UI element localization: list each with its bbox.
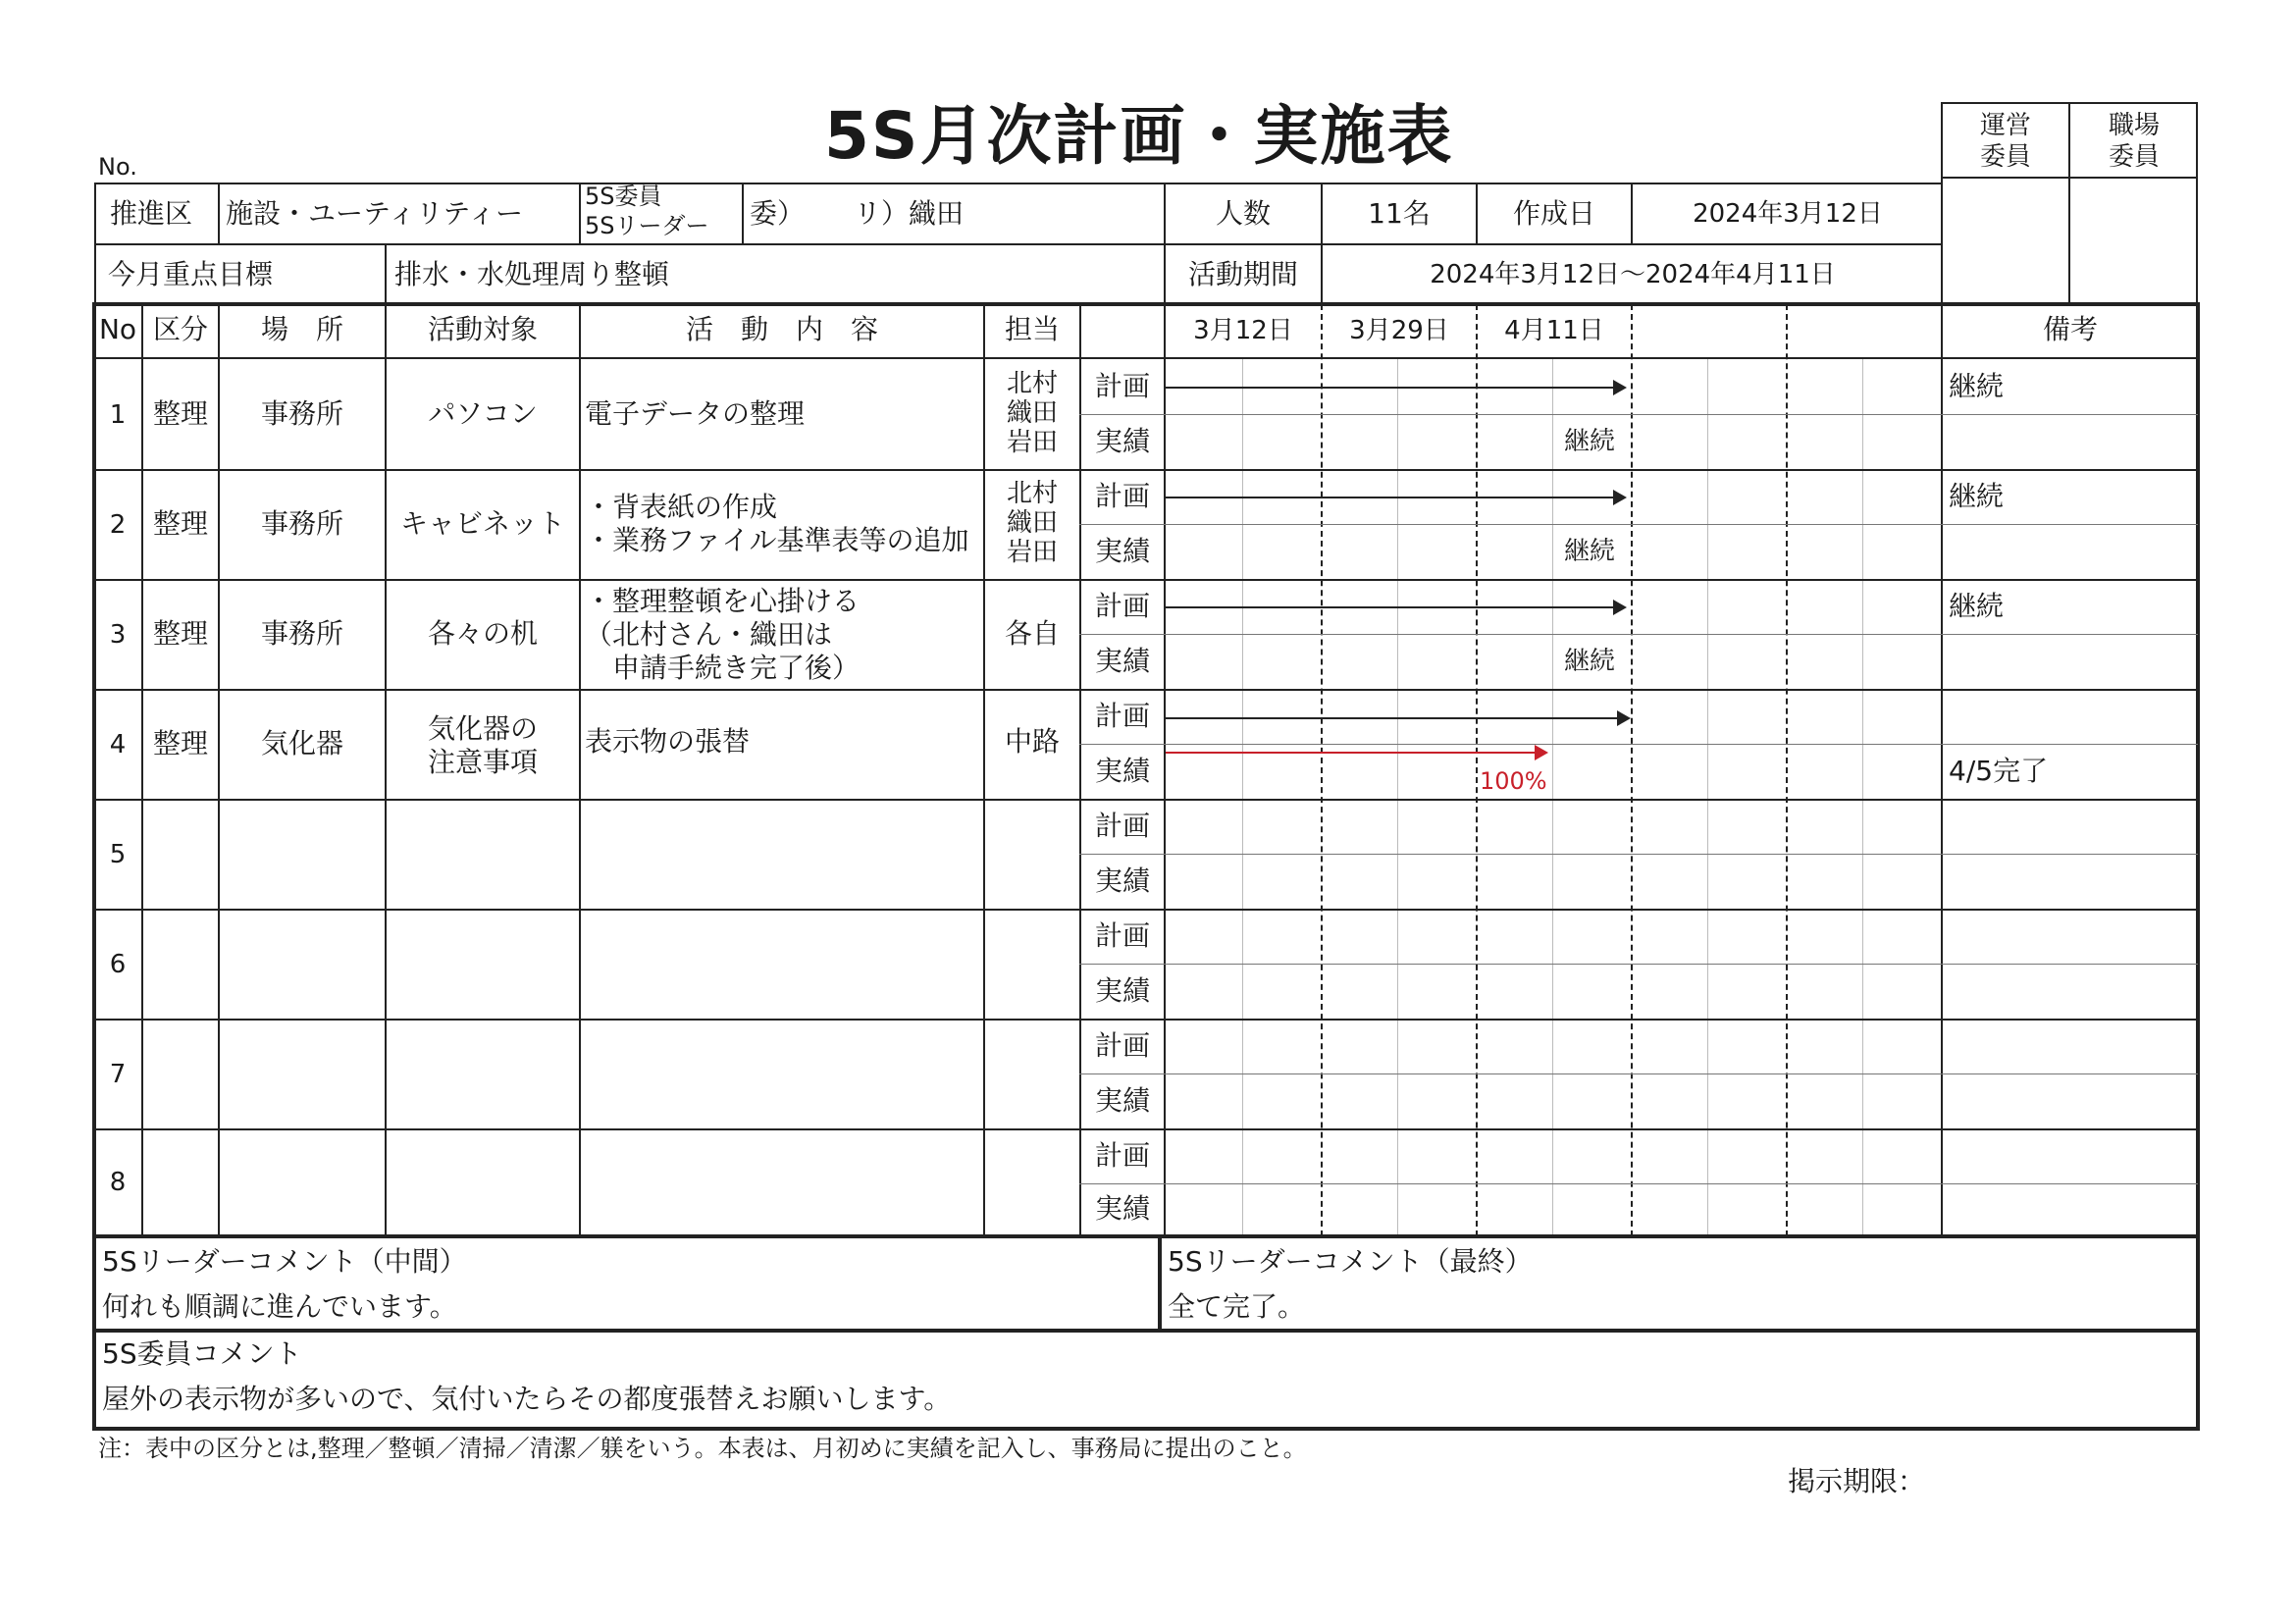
col-header-date-3: 4月11日 — [1504, 316, 1604, 345]
row-8-no: 8 — [109, 1168, 127, 1197]
leader-comment-final-text: 全て完了。 — [1168, 1290, 1306, 1323]
leader-comment-mid-text: 何れも順調に進んでいます。 — [102, 1290, 457, 1323]
col-header-category: 区分 — [152, 313, 208, 345]
row-2-actual-note: 継続 — [1564, 537, 1616, 566]
row-3-actual-note: 継続 — [1564, 647, 1616, 676]
row-3-no: 3 — [109, 620, 127, 650]
row-2-person: 北村 織田 岩田 — [1006, 479, 1058, 567]
row-3-category: 整理 — [152, 617, 208, 650]
col-header-target: 活動対象 — [427, 313, 538, 345]
row-2-no: 2 — [109, 510, 127, 540]
col-header-person: 担当 — [1004, 313, 1060, 345]
footnote: 注：表中の区分とは,整理／整頓／清掃／清潔／躾をいう。本表は、月初めに実績を記入し、事務局に提出のこと。 — [98, 1435, 1307, 1462]
monthly-goal-label: 今月重点目標 — [108, 258, 274, 290]
row-6-plan-label: 計画 — [1094, 919, 1150, 952]
document-title: 5S月次計画・実施表 — [824, 98, 1454, 174]
row-2-plan-arrow — [1166, 497, 1623, 498]
row-3-place: 事務所 — [260, 617, 343, 650]
row-1-content: 電子データの整理 — [585, 397, 806, 430]
created-date-value: 2024年3月12日 — [1693, 199, 1883, 229]
row-3-target: 各々の机 — [427, 617, 538, 650]
col-header-date-2: 3月29日 — [1349, 316, 1449, 345]
activity-period-value: 2024年3月12日～2024年4月11日 — [1430, 260, 1836, 289]
row-4-content: 表示物の張替 — [585, 725, 751, 758]
row-4-person: 中路 — [1004, 725, 1060, 758]
row-3-actual-label: 実績 — [1094, 645, 1150, 677]
row-4-target: 気化器の 注意事項 — [427, 712, 538, 778]
row-3-plan-arrow — [1166, 606, 1623, 608]
row-5-no: 5 — [109, 840, 127, 869]
row-7-no: 7 — [109, 1060, 127, 1089]
row-3-content: ・整理整頓を心掛ける （北村さん・織田は 申請手続き完了後） — [585, 585, 861, 684]
col-header-no: No — [98, 313, 137, 345]
committee-comment-text: 屋外の表示物が多いので、気付いたらその都度張替えお願いします。 — [102, 1383, 952, 1415]
leader-role-label: 5Sリーダー — [585, 212, 709, 239]
leader-name-value: リ）織田 — [854, 197, 965, 230]
posting-deadline-label: 掲示期限： — [1788, 1465, 1926, 1497]
members-count: 11名 — [1368, 197, 1431, 230]
col-header-date-1: 3月12日 — [1193, 316, 1293, 345]
committee-role-label: 5S委員 — [585, 183, 662, 210]
row-6-no: 6 — [109, 950, 127, 979]
row-4-plan-arrow — [1166, 717, 1627, 719]
row-2-category: 整理 — [152, 507, 208, 540]
row-2-actual-label: 実績 — [1094, 535, 1150, 567]
leader-comment-mid-label: 5Sリーダーコメント（中間） — [102, 1245, 467, 1278]
row-5-plan-label: 計画 — [1094, 810, 1150, 842]
leader-comment-final-label: 5Sリーダーコメント（最終） — [1168, 1245, 1533, 1278]
row-6-actual-label: 実績 — [1094, 974, 1150, 1007]
row-4-remark: 4/5完了 — [1949, 755, 2049, 787]
row-2-remark: 継続 — [1949, 480, 2005, 512]
row-5-actual-label: 実績 — [1094, 864, 1150, 897]
col-header-content: 活 動 内 容 — [685, 313, 878, 345]
row-8-plan-label: 計画 — [1094, 1139, 1150, 1172]
row-1-remark: 継続 — [1949, 370, 2005, 402]
area-label: 推進区 — [110, 197, 193, 230]
row-1-no: 1 — [109, 400, 127, 430]
row-2-plan-label: 計画 — [1094, 480, 1150, 512]
col-header-remarks: 備考 — [2042, 313, 2098, 345]
row-1-target: パソコン — [428, 397, 538, 430]
row-7-actual-label: 実績 — [1094, 1084, 1150, 1117]
committee-comment-label: 5S委員コメント — [102, 1337, 302, 1370]
row-4-actual-percent: 100% — [1480, 767, 1547, 795]
row-3-plan-label: 計画 — [1094, 590, 1150, 622]
members-label: 人数 — [1215, 197, 1271, 230]
row-2-place: 事務所 — [260, 507, 343, 540]
monthly-goal-value: 排水・水処理周り整頓 — [394, 258, 670, 290]
row-8-actual-label: 実績 — [1094, 1192, 1150, 1225]
document-number-label: No. — [98, 153, 137, 181]
approval-workplace-committee: 職場 委員 — [2108, 111, 2160, 172]
row-4-plan-label: 計画 — [1094, 700, 1150, 732]
row-1-actual-note: 継続 — [1564, 427, 1616, 456]
row-1-plan-label: 計画 — [1094, 370, 1150, 402]
row-4-place: 気化器 — [260, 727, 343, 759]
row-3-person: 各自 — [1004, 617, 1060, 650]
activity-period-label: 活動期間 — [1187, 258, 1298, 290]
row-4-actual-progress-arrow — [1166, 752, 1544, 754]
col-header-place: 場 所 — [260, 313, 343, 345]
row-1-plan-arrow — [1166, 387, 1623, 389]
row-4-actual-label: 実績 — [1094, 755, 1150, 787]
created-date-label: 作成日 — [1512, 197, 1595, 230]
row-4-category: 整理 — [152, 727, 208, 759]
row-7-plan-label: 計画 — [1094, 1029, 1150, 1062]
area-value: 施設・ユーティリティー — [226, 197, 523, 230]
row-1-place: 事務所 — [260, 397, 343, 430]
row-2-content: ・背表紙の作成 ・業務ファイル基準表等の追加 — [585, 491, 969, 556]
row-1-person: 北村 織田 岩田 — [1006, 369, 1058, 457]
row-3-remark: 継続 — [1949, 590, 2005, 622]
row-2-target: キャビネット — [399, 507, 565, 540]
committee-member-value: 委） — [750, 197, 806, 230]
row-4-no: 4 — [109, 730, 127, 759]
row-1-actual-label: 実績 — [1094, 425, 1150, 457]
row-1-category: 整理 — [152, 397, 208, 430]
approval-operations-committee: 運営 委員 — [1979, 111, 2031, 172]
